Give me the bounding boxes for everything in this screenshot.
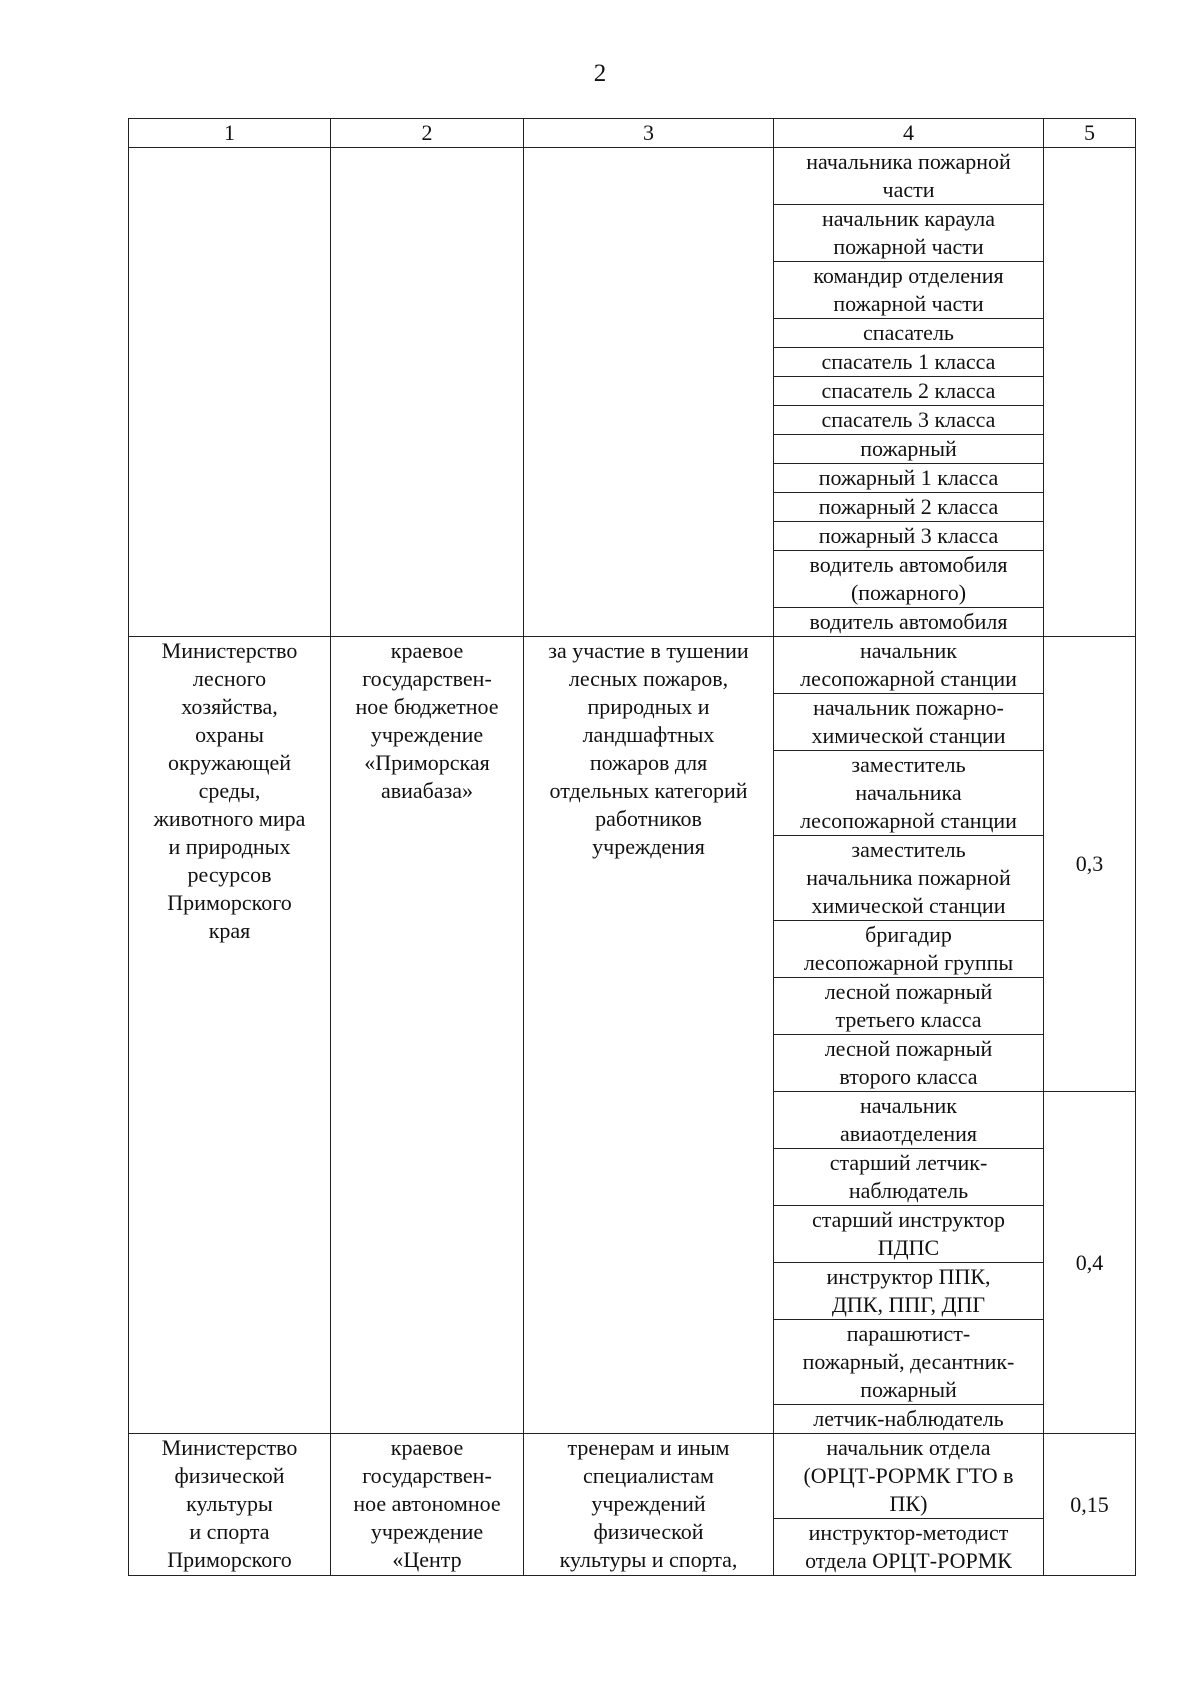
institution-cell: краевое государствен- ное автономное учреждение «Центр bbox=[331, 1434, 524, 1576]
position-cell: пожарный bbox=[774, 435, 1044, 464]
positions-table bbox=[128, 118, 1136, 1576]
position-cell: парашютист- пожарный, десантник- пожарный bbox=[774, 1320, 1044, 1405]
position-cell: спасатель 3 класса bbox=[774, 406, 1044, 435]
position-cell: инструктор-методист отдела ОРЦТ-РОРМК bbox=[774, 1519, 1044, 1576]
ministry-cell: Министерство лесного хозяйства, охраны окружающей среды, животного мира и природных ресурсов Приморского края bbox=[129, 637, 331, 1434]
position-cell: лесной пожарный второго класса bbox=[774, 1035, 1044, 1092]
coefficient-cell: 0,3 bbox=[1044, 637, 1136, 1092]
continuation-coefficient-cell bbox=[1044, 148, 1136, 637]
position-cell: пожарный 1 класса bbox=[774, 464, 1044, 493]
position-cell: начальник караула пожарной части bbox=[774, 205, 1044, 262]
basis-cell: тренерам и иным специалистам учреждений физической культуры и спорта, bbox=[524, 1434, 774, 1576]
position-cell: начальник авиаотделения bbox=[774, 1092, 1044, 1149]
position-cell: заместитель начальника пожарной химической станции bbox=[774, 836, 1044, 921]
position-cell: заместитель начальника лесопожарной станции bbox=[774, 751, 1044, 836]
coefficient-cell: 0,4 bbox=[1044, 1092, 1136, 1434]
position-cell: лесной пожарный третьего класса bbox=[774, 978, 1044, 1035]
position-cell: пожарный 2 класса bbox=[774, 493, 1044, 522]
position-cell: начальник пожарно- химической станции bbox=[774, 694, 1044, 751]
continuation-ministry-cell bbox=[129, 148, 331, 637]
table-header-row bbox=[129, 119, 1136, 148]
page-number: 2 bbox=[593, 60, 607, 87]
position-cell: спасатель 1 класса bbox=[774, 348, 1044, 377]
continuation-basis-cell bbox=[524, 148, 774, 637]
position-cell: начальник отдела (ОРЦТ-РОРМК ГТО в ПК) bbox=[774, 1434, 1044, 1519]
position-cell: спасатель 2 класса bbox=[774, 377, 1044, 406]
position-cell: летчик-наблюдатель bbox=[774, 1405, 1044, 1434]
position-cell: начальник лесопожарной станции bbox=[774, 637, 1044, 694]
column-header-4: 4 bbox=[774, 119, 1044, 148]
position-cell: командир отделения пожарной части bbox=[774, 262, 1044, 319]
position-cell: начальника пожарной части bbox=[774, 148, 1044, 205]
table-row bbox=[129, 1434, 1136, 1519]
column-header-3: 3 bbox=[524, 119, 774, 148]
position-cell: старший инструктор ПДПС bbox=[774, 1206, 1044, 1263]
column-header-5: 5 bbox=[1044, 119, 1136, 148]
position-cell: старший летчик- наблюдатель bbox=[774, 1149, 1044, 1206]
position-cell: бригадир лесопожарной группы bbox=[774, 921, 1044, 978]
basis-cell: за участие в тушении лесных пожаров, природных и ландшафтных пожаров для отдельных категорий работников учреждения bbox=[524, 637, 774, 1434]
ministry-cell: Министерство физической культуры и спорта Приморского bbox=[129, 1434, 331, 1576]
position-cell: водитель автомобиля (пожарного) bbox=[774, 551, 1044, 608]
column-header-1: 1 bbox=[129, 119, 331, 148]
position-cell: пожарный 3 класса bbox=[774, 522, 1044, 551]
table-row bbox=[129, 637, 1136, 694]
continuation-institution-cell bbox=[331, 148, 524, 637]
position-cell: водитель автомобиля bbox=[774, 608, 1044, 637]
column-header-2: 2 bbox=[331, 119, 524, 148]
table-row bbox=[129, 148, 1136, 205]
coefficient-cell: 0,15 bbox=[1044, 1434, 1136, 1576]
position-cell: спасатель bbox=[774, 319, 1044, 348]
position-cell: инструктор ППК, ДПК, ППГ, ДПГ bbox=[774, 1263, 1044, 1320]
institution-cell: краевое государствен- ное бюджетное учреждение «Приморская авиабаза» bbox=[331, 637, 524, 1434]
